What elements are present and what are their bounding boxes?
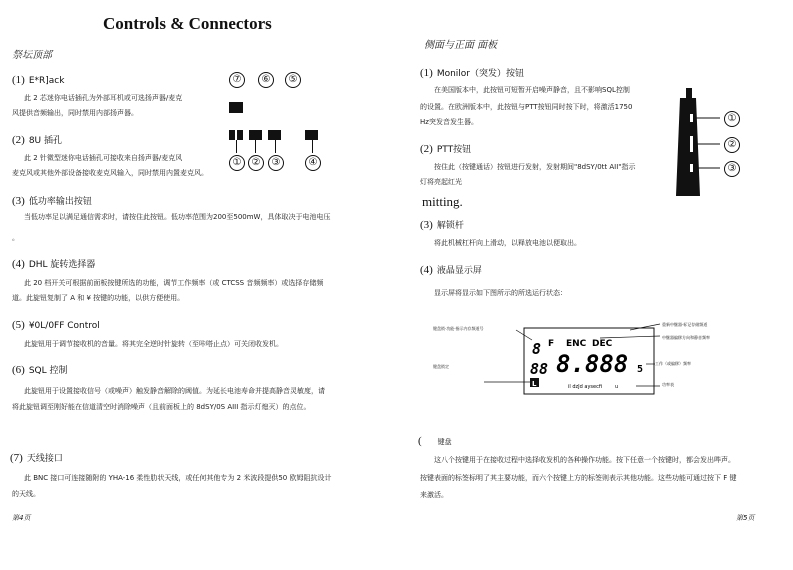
r-item-body-3a: 将此机械杠杆向上滑动，以释放电池以便取出。 xyxy=(434,239,581,247)
item-body-3b: 。 xyxy=(12,234,19,242)
r-item-heading-3: (3) 解锁杆 xyxy=(420,219,464,231)
page-title: Controls & Connectors xyxy=(103,14,272,33)
radio-body xyxy=(676,98,700,196)
item-heading-3: (3) 低功率输出按钮 xyxy=(12,195,92,207)
leader-line-4 xyxy=(312,140,313,153)
callout-5: ⑤ xyxy=(285,72,301,88)
side-callout-2: ② xyxy=(724,137,740,153)
page-number-left: 第4页 xyxy=(12,514,31,522)
lcd-frequency-digits: 8.888 xyxy=(556,350,629,378)
lcd-label-keypad-lock-memory: 键盘锁·功能·指示内存频道号 xyxy=(433,326,484,331)
r-keys-body-c: 来激活。 xyxy=(420,491,448,499)
antenna-jack-icon xyxy=(229,102,243,113)
r-keys-heading: ( 键盘 xyxy=(418,435,452,447)
item-heading-2: (2) 8U 插孔 xyxy=(12,134,63,146)
radio-side-illustration xyxy=(670,84,770,204)
r-item-body-2a: 按住此（按键通话）按钮进行发射，发射期间"8dSY/0tt AII"指示 xyxy=(434,163,636,171)
lcd-small-digits: 88 xyxy=(530,360,549,378)
item-heading-6: (6) SQL 控制 xyxy=(12,364,68,376)
item-body-7a: 此 BNC 接口可连接随附的 YHA-16 柔性肋状天线，或任何其他专为 2 米波段提供50 欧姆阻抗设计 xyxy=(24,474,332,482)
lcd-enc-indicator: ENC xyxy=(566,339,587,349)
lcd-bottom-text: il dzJd aysecfi xyxy=(568,384,603,390)
lcd-bottom-u: u xyxy=(615,384,619,390)
r-item-heading-1: (1) Monilor（突发）按钮 xyxy=(420,67,525,79)
ear-jack-icon-b xyxy=(237,130,243,140)
item-body-5a: 此旋钮用于调节接收机的音量。将其完全逆时针旋转（至咔嗒止点）可关闭收发机。 xyxy=(24,340,283,348)
item-heading-1: (1) E*R]ack xyxy=(12,74,65,86)
page-number-right: 第5页 xyxy=(736,514,755,522)
lcd-label-power-meter: 功率表 xyxy=(662,382,674,387)
lcd-label-frequency: 工作（或偏移）频率 xyxy=(655,361,691,366)
item-body-4b: 道。此旋钮复制了 A 和 ¥ 按键的功能，以供方便使用。 xyxy=(12,294,185,302)
r-keys-body-b: 按键表面的标签标明了其主要功能，而六个按键上方的标签则表示其他功能。这些功能可通过按下 F 键 xyxy=(420,474,737,482)
item-heading-7: (7) 天线接口 xyxy=(10,452,63,464)
lcd-memory-digit: 8 xyxy=(532,340,542,358)
r-item-heading-4: (4) 液晶显示屏 xyxy=(420,264,482,276)
item-body-2a: 此 2 针微型迷你电话插孔可接收来自扬声器/麦克风 xyxy=(24,154,183,162)
r-item-heading-2: (2) PTT按钮 xyxy=(420,143,472,155)
item-body-3a: 当低功率足以满足通信需求时，请按住此按钮。低功率范围为200至500mW，具体取决于电池电压 xyxy=(24,213,331,221)
lcd-label-offset-direction: 中继器偏移方向和静音频率 xyxy=(662,335,710,340)
side-callout-1: ① xyxy=(724,111,740,127)
item-heading-5: (5) ¥0L/0FF Control xyxy=(12,319,100,331)
r-item-body-1b: 的设置。在欧洲版本中，此按钮与PTT按钮同时按下时，将激活1750 xyxy=(420,103,633,111)
lcd-display xyxy=(420,316,670,400)
item-heading-4: (4) DHL 旋转选择器 xyxy=(12,258,96,270)
lcd-f-indicator: F xyxy=(548,339,555,349)
section-heading-top: 祭坛顶部 xyxy=(12,50,52,61)
monitor-button-mark xyxy=(690,114,693,122)
r-keys-body-a: 这八个按键用于在接收过程中选择收发机的各种操作功能。按下任意一个按键时，都会发出哔声。 xyxy=(434,456,735,464)
lcd-label-repeater-mark: 重新中继器·标记存储频道 xyxy=(662,322,708,327)
lcd-label-key-lock: 键盘锁定 xyxy=(433,364,449,369)
callout-4: ④ xyxy=(305,155,321,171)
callout-6: ⑥ xyxy=(258,72,274,88)
item-body-6a: 此旋钮用于设置接收信号（或噪声）触发静音解除的阈值。为延长电池寿命并提高静音灵敏度，请 xyxy=(24,387,325,395)
dial-knob-icon xyxy=(305,130,318,140)
leader-line-1 xyxy=(236,140,237,153)
mic-jack-icon xyxy=(249,130,262,140)
leader-line-3 xyxy=(275,140,276,153)
lcd-frequency-last-digit: 5 xyxy=(637,364,644,375)
release-lever-mark xyxy=(690,164,693,172)
ear-jack-icon xyxy=(229,130,235,140)
radio-antenna-stub xyxy=(686,88,692,98)
lcd-dec-indicator: DEC xyxy=(592,339,613,349)
item-body-4a: 此 20 档开关可根据前面板按键所选的功能，调节工作频率（或 CTCSS 音频频率）或选择存储频 xyxy=(24,279,324,287)
r-item-body-1a: 在美国版本中，此按钮可短暂开启噪声静音，且不影响SQL控制 xyxy=(434,86,630,94)
side-callout-3: ③ xyxy=(724,161,740,177)
r-item-body-2b: 灯将亮起红光 xyxy=(420,178,462,186)
power-button-icon xyxy=(268,130,281,140)
r-item-body-1c: Hz突发音发生器。 xyxy=(420,118,478,126)
callout-7: ⑦ xyxy=(229,72,245,88)
item-body-2b: 麦克风或其他外部设备接收麦克风输入，同时禁用内置麦克风。 xyxy=(12,169,208,177)
callout-1: ① xyxy=(229,155,245,171)
callout-3: ③ xyxy=(268,155,284,171)
leader-line-2 xyxy=(255,140,256,153)
lcd-lock-letter: L xyxy=(532,380,537,388)
item-body-1a: 此 2 芯迷你电话插孔为外部耳机或可选扬声器/麦克 xyxy=(24,94,183,102)
section-heading-side: 侧面与正面 面板 xyxy=(424,40,498,51)
r-item-body-2c: mitting. xyxy=(422,194,463,209)
item-body-6b: 将此旋钮调至刚好能在信道清空时消除噪声（且前面板上的 8dSY/0S AIII 指示灯熄灭）的点位。 xyxy=(12,403,311,411)
item-body-1b: 风提供音频输出，同时禁用内部扬声器。 xyxy=(12,109,138,117)
r-item-body-4a: 显示屏将显示如下图所示的所选运行状态： xyxy=(434,289,567,297)
item-body-7b: 的天线。 xyxy=(12,490,40,498)
callout-2: ② xyxy=(248,155,264,171)
ptt-button-mark xyxy=(690,136,693,152)
